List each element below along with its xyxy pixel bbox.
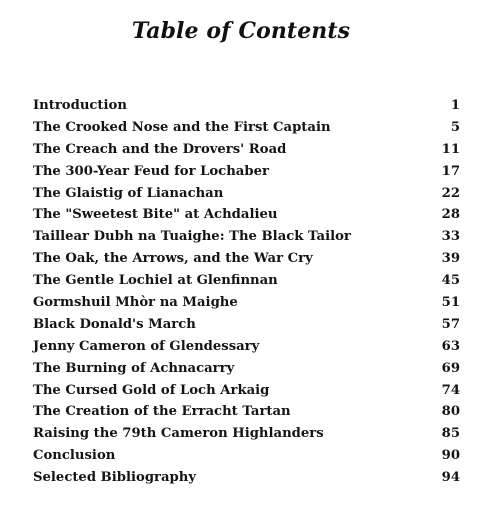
toc-entry-page: 28 (441, 207, 460, 223)
toc-entry (33, 295, 460, 317)
toc-entry-page: 80 (441, 404, 460, 420)
toc-entry (33, 273, 460, 295)
toc-entry-title: The "Sweetest Bite" at Achdalieu (33, 207, 278, 223)
toc-entry-title: Selected Bibliography (33, 470, 197, 486)
toc-entry-title: The Oak, the Arrows, and the War Cry (33, 251, 313, 267)
toc-entry-page: 69 (441, 360, 460, 376)
toc-entry-page: 51 (441, 295, 460, 311)
toc-entry-title: Raising the 79th Cameron Highlanders (33, 426, 324, 442)
toc-entry-title: Conclusion (33, 448, 116, 464)
toc-entry-page: 63 (441, 338, 460, 354)
toc-entry-page: 85 (441, 426, 460, 442)
toc-entry (33, 317, 460, 339)
toc-entry-page: 33 (441, 229, 460, 245)
toc-entry (33, 142, 460, 164)
toc-list (33, 98, 460, 492)
toc-entry (33, 361, 460, 383)
toc-entry-page: 39 (441, 251, 460, 267)
toc-entry-page: 57 (441, 316, 460, 332)
toc-entry-title: Black Donald's March (33, 316, 196, 332)
toc-entry (33, 98, 460, 120)
toc-entry (33, 207, 460, 229)
toc-entry-page: 90 (441, 448, 460, 464)
toc-entry (33, 251, 460, 273)
toc-entry (33, 448, 460, 470)
toc-entry-page: 5 (450, 119, 460, 135)
toc-entry (33, 339, 460, 361)
toc-entry (33, 383, 460, 405)
toc-entry (33, 120, 460, 142)
toc-entry-title: Gormshuil Mhòr na Maighe (33, 295, 238, 311)
toc-entry (33, 164, 460, 186)
toc-entry-title: Jenny Cameron of Glendessary (33, 338, 260, 354)
toc-entry-title: Introduction (33, 98, 127, 113)
page-title: Table of Contents (131, 18, 351, 44)
toc-entry (33, 426, 460, 448)
toc-entry-title: The Burning of Achnacarry (33, 360, 235, 376)
toc-entry-page: 17 (441, 163, 460, 179)
toc-entry-title: Taillear Dubh na Tuaighe: The Black Tailor (33, 229, 351, 245)
toc-entry-page: 45 (441, 273, 460, 289)
toc-entry-title: The Gentle Lochiel at Glenfinnan (33, 273, 278, 289)
toc-entry (33, 186, 460, 208)
toc-entry-title: The 300-Year Feud for Lochaber (33, 163, 269, 179)
toc-entry-title: The Cursed Gold of Loch Arkaig (33, 382, 270, 398)
toc-entry-page: 11 (441, 141, 460, 157)
toc-entry-page: 1 (450, 98, 460, 113)
toc-entry (33, 470, 460, 492)
toc-entry-page: 74 (441, 382, 460, 398)
toc-entry-title: The Creation of the Erracht Tartan (33, 404, 291, 420)
toc-entry-title: The Creach and the Drovers' Road (33, 141, 287, 157)
toc-entry-page: 94 (441, 470, 460, 486)
toc-entry-title: The Glaistig of Lianachan (33, 185, 224, 201)
toc-entry-page: 22 (441, 185, 460, 201)
toc-entry-title: The Crooked Nose and the First Captain (33, 119, 331, 135)
toc-entry (33, 229, 460, 251)
toc-entry (33, 404, 460, 426)
